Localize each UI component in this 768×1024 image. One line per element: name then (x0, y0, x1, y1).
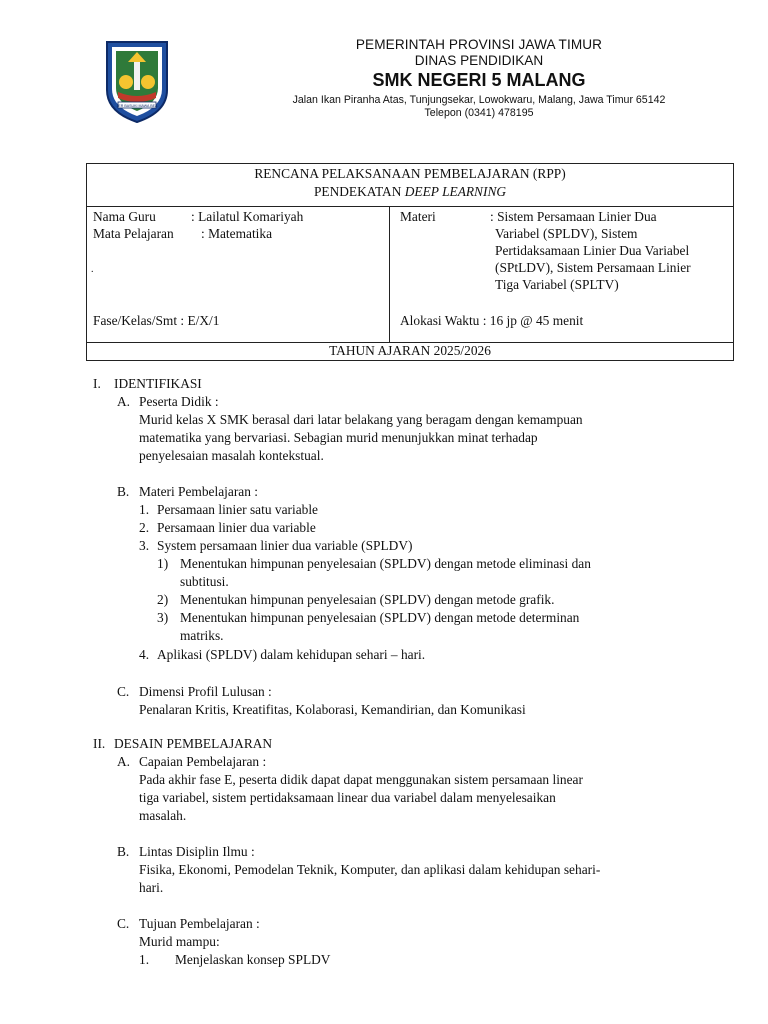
sub-list-item-cont: subtitusi. (180, 574, 229, 589)
sub-list-item: Menentukan himpunan penyelesaian (SPLDV) dengan metode eliminasi dan (180, 556, 591, 571)
paragraph-line: Fisika, Ekonomi, Pemodelan Teknik, Komputer, dan aplikasi dalam kehidupan sehari- (139, 862, 601, 877)
phase-class-semester-text: Fase/Kelas/Smt : E/X/1 (93, 313, 220, 328)
table-title: RENCANA PELAKSANAAN PEMBELAJARAN (RPP) (254, 166, 566, 181)
paragraph-line: hari. (139, 880, 164, 895)
time-allocation: Alokasi Waktu : 16 jp @ 45 menit (400, 313, 584, 328)
subsection-a1-letter: A. (117, 394, 131, 409)
list-item: Aplikasi (SPLDV) dalam kehidupan sehari – hari. (157, 647, 426, 662)
list-item: Persamaan linier satu variable (157, 502, 318, 517)
paragraph-line: Pada akhir fase E, peserta didik dapat dapat menggunakan sistem persamaan linear (139, 772, 583, 787)
academic-year-row: TAHUN AJARAN 2025/2026 (87, 343, 733, 360)
subsection-a2-letter: A. (117, 754, 131, 769)
sub-list-item: Menentukan himpunan penyelesaian (SPLDV) dengan metode determinan (180, 610, 580, 625)
letterhead-phone: Telepon (0341) 478195 (424, 107, 534, 119)
paragraph-line: Penalaran Kritis, Kreatifitas, Kolaborasi, Kemandirian, dan Komunikasi (139, 702, 526, 717)
table-subtitle: PENDEKATAN DEEP LEARNING (313, 184, 507, 199)
paragraph-line: Murid mampu: (139, 934, 220, 949)
paragraph-line: tiga variabel, sistem pertidaksamaan linear dua variabel dalam menyelesaikan (139, 790, 556, 805)
sub-list-number: 3) (157, 610, 169, 625)
subsection-c1-title: Dimensi Profil Lulusan : (139, 684, 272, 699)
stray-dot: . (91, 264, 94, 275)
subsection-c2-title: Tujuan Pembelajaran : (139, 916, 260, 931)
material-line-4: (SPtLDV), Sistem Persamaan Linier (495, 260, 691, 275)
subject-label: Mata Pelajaran (93, 226, 174, 241)
list-item: System persamaan linier dua variable (SPLDV) (157, 538, 413, 553)
subject-value: : Matematika (201, 226, 273, 241)
subsection-b2-title: Lintas Disiplin Ilmu : (139, 844, 255, 859)
material-info-cell (390, 207, 733, 342)
paragraph-line: penyelesaian masalah kontekstual. (139, 448, 324, 463)
letterhead-school-name: SMK NEGERI 5 MALANG (372, 70, 586, 90)
sub-list-number: 2) (157, 592, 169, 607)
rpp-header-table (86, 163, 734, 361)
teacher-name-label: Nama Guru (93, 209, 156, 224)
section-1-number: I. (93, 376, 101, 391)
subsection-b2-letter: B. (117, 844, 130, 859)
table-info-row (87, 207, 733, 343)
paragraph-line: Murid kelas X SMK berasal dari latar belakang yang beragam dengan kemampuan (139, 412, 583, 427)
subsection-a2-title: Capaian Pembelajaran : (139, 754, 267, 769)
section-2-title: DESAIN PEMBELAJARAN (114, 736, 273, 751)
paragraph-line: matematika yang bervariasi. Sebagian murid menunjukkan minat terhadap (139, 430, 538, 445)
letterhead-address: Jalan Ikan Piranha Atas, Tunjungsekar, Lowokwaru, Malang, Jawa Timur 65142 (292, 94, 666, 106)
svg-text:JER BASUKI MAWA BEA: JER BASUKI MAWA BEA (116, 104, 158, 108)
teacher-name-value: : Lailatul Komariyah (191, 209, 304, 224)
sub-list-number: 1) (157, 556, 169, 571)
list-item: Menjelaskan konsep SPLDV (175, 952, 331, 967)
material-line-5: Tiga Variabel (SPLTV) (495, 277, 619, 292)
subsection-b1-letter: B. (117, 484, 130, 499)
letterhead-government: PEMERINTAH PROVINSI JAWA TIMUR (355, 37, 603, 52)
material-line-3: Pertidaksamaan Linier Dua Variabel (495, 243, 690, 258)
list-item-number: 3. (139, 538, 150, 553)
section-2-number: II. (93, 736, 106, 751)
subsection-c2-letter: C. (117, 916, 130, 931)
list-item-number: 1. (139, 952, 150, 967)
material-line-1: : Sistem Persamaan Linier Dua (490, 209, 657, 224)
sub-list-item-cont: matriks. (180, 628, 224, 643)
list-item-number: 2. (139, 520, 150, 535)
subsection-b1-title: Materi Pembelajaran : (139, 484, 258, 499)
section-1-title: IDENTIFIKASI (114, 376, 202, 391)
list-item-number: 4. (139, 647, 150, 662)
list-item: Persamaan linier dua variable (157, 520, 316, 535)
subsection-c1-letter: C. (117, 684, 130, 699)
letterhead-department: DINAS PENDIDIKAN (414, 53, 544, 68)
sub-list-item: Menentukan himpunan penyelesaian (SPLDV) dengan metode grafik. (180, 592, 555, 607)
paragraph-line: masalah. (139, 808, 187, 823)
material-label: Materi (400, 209, 436, 224)
teacher-info-cell (87, 207, 390, 342)
subsection-a1-title: Peserta Didik : (139, 394, 219, 409)
list-item-number: 1. (139, 502, 150, 517)
table-title-row (87, 164, 733, 207)
material-line-2: Variabel (SPLDV), Sistem (495, 226, 638, 241)
